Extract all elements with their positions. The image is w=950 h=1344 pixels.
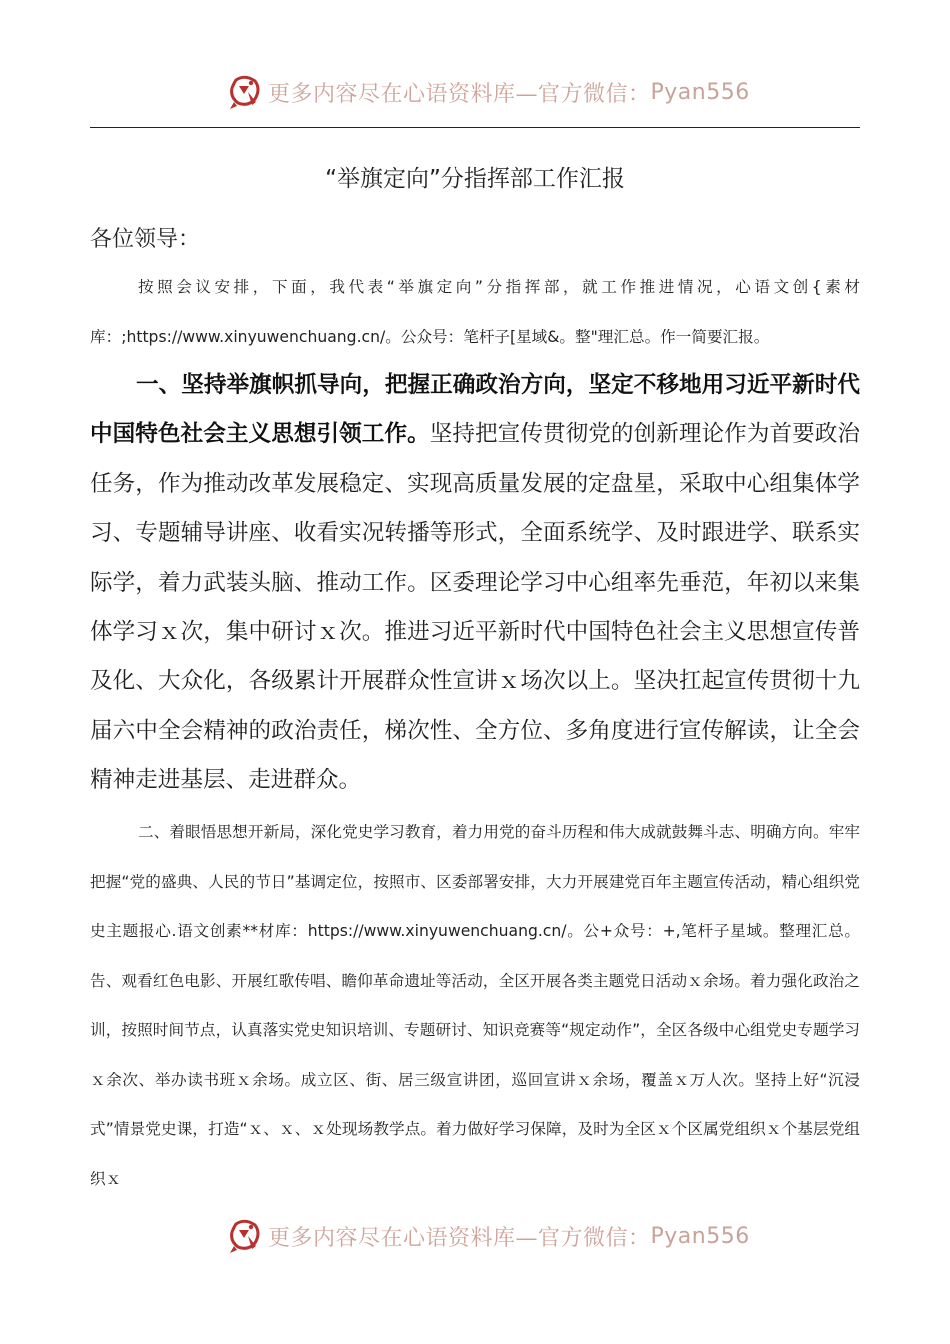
section-one-body: 坚持把宣传贯彻党的创新理论作为首要政治任务，作为推动改革发展稳定、实现高质量发展的定盘星，采取中心组集体学习、专题辅导讲座、收看实况转播等形式，全面系统学、及时跟进学、联系实际学，着力武装头脑、推动工作。区委理论学习中心组率先垂范，年初以来集体学习ｘ次，集中研讨ｘ次。推进习近平新时代中国特色社会主义思想宣传普及化、大众化，各级累计开展群众性宣讲ｘ场次以上。坚决扛起宣传贯彻十九届六中全会精神的政治责任，梯次性、全方位、多角度进行宣传解读，让全会精神走进基层、走进群众。 <box>90 421 861 794</box>
red-seal-logo-icon <box>226 1216 264 1256</box>
watermark-wechat-id: Pyan556 <box>650 79 750 105</box>
section-one-heading: 一、坚持举旗帜抓导向，把握正确政治方向，坚定不移地用习近平新时代中国特色社会主义思想引领工作。 <box>90 372 860 448</box>
watermark-banner-top <box>0 70 950 114</box>
watermark-text: 更多内容尽在心语资料库—官方微信： <box>268 81 651 107</box>
intro-paragraph: 按照会议安排，下面，我代表“举旗定向”分指挥部，就工作推进情况，心语文创{素材库：;https://www.xinyuwenchuang.cn/。公众号：笔杆子[星域&。整"理汇总。作一简要汇报。 <box>90 278 860 346</box>
watermark-wechat-id: Pyan556 <box>650 1223 750 1249</box>
header-divider <box>90 127 860 128</box>
watermark-text: 更多内容尽在心语资料库—官方微信： <box>268 1225 651 1251</box>
watermark-banner-bottom <box>0 1214 950 1258</box>
section-two-paragraph: 二、着眼悟思想开新局，深化党史学习教育，着力用党的奋斗历程和伟大成就鼓舞斗志、明确方向。牢牢把握“党的盛典、人民的节日”基调定位，按照市、区委部署安排，大力开展建党百年主题宣传活动，精心组织党史主题报心.语文创素**材库：https://www.xinyuwenchuang.cn/。公+众号：+,笔杆子星域。整理汇总。告、观看红色电影、开展红歌传唱、瞻仰革命遗址等活动，全区开展各类主题党日活动ｘ余场。着力强化政治之训，按照时间节点，认真落实党史知识培训、专题研讨、知识竞赛等“规定动作”，全区各级中心组党史专题学习ｘ余次、举办读书班ｘ余场。成立区、街、居三级宣讲团，巡回宣讲ｘ余场，覆盖ｘ万人次。坚持上好“沉浸式”情景党史课，打造“ｘ、ｘ、ｘ处现场教学点。着力做好学习保障，及时为全区ｘ个区属党组织ｘ个基层党组织ｘ <box>90 823 860 1188</box>
section-one-paragraph <box>90 361 860 806</box>
document-title: “举旗定向”分指挥部工作汇报 <box>325 166 625 192</box>
salutation: 各位领导： <box>90 227 201 252</box>
red-seal-logo-icon <box>226 72 264 112</box>
